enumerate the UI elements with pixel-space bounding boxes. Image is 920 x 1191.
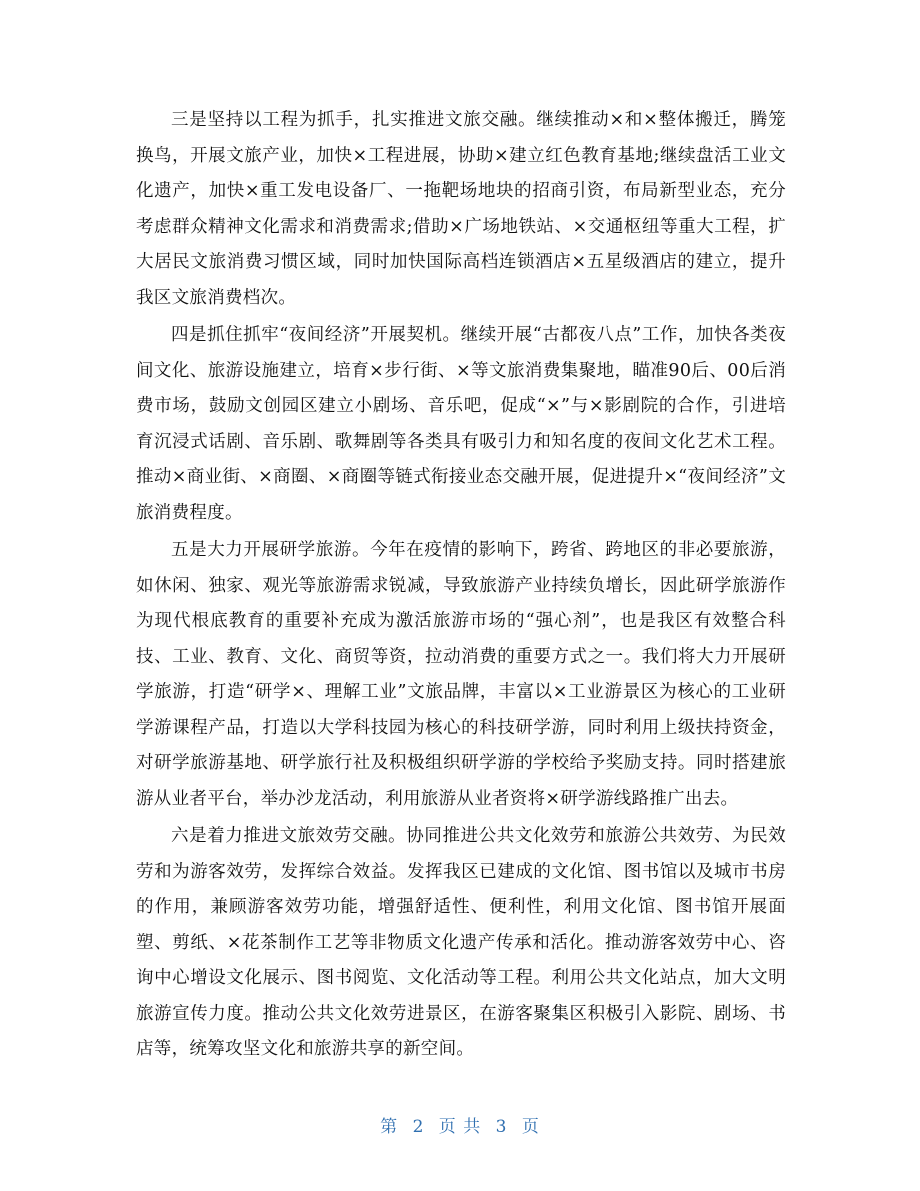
paragraph-six: 六是着力推进文旅效劳交融。协同推进公共文化效劳和旅游公共效劳、为民效劳和为游客效劳，发挥综合效益。发挥我区已建成的文化馆、图书馆以及城市书房的作用，兼顾游客效劳功能，增强舒适性、便利性，利用文化馆、图书馆开展面塑、剪纸、×花茶制作工艺等非物质文化遗产传承和活化。推动游客效劳中心、咨询中心增设文化展示、图书阅览、文化活动等工程。利用公共文化站点，加大文明旅游宣传力度。推动公共文化效劳进景区，在游客聚集区积极引入影院、剧场、书店等，统筹攻坚文化和旅游共享的新空间。	[136, 826, 786, 1059]
paragraph-four: 四是抓住抓牢“夜间经济”开展契机。继续开展“古都夜八点”工作，加快各类夜间文化、旅游设施建立，培育×步行街、×等文旅消费集聚地，瞄准90后、00后消费市场，鼓励文创园区建立小剧场、音乐吧，促成“×”与×影剧院的合作，引进培育沉浸式话剧、音乐剧、歌舞剧等各类具有吸引力和知名度的夜间文化艺术工程。推动×商业街、×商圈、×商圈等链式衔接业态交融开展，促进提升×“夜间经济”文旅消费程度。	[136, 325, 786, 523]
footer-prefix: 第	[380, 1117, 399, 1137]
page-footer	[0, 1112, 920, 1137]
paragraph-five: 五是大力开展研学旅游。今年在疫情的影响下，跨省、跨地区的非必要旅游，如休闲、独家、观光等旅游需求锐减，导致旅游产业持续负增长，因此研学旅游作为现代根底教育的重要补充成为激活旅游市场的“强心剂”，也是我区有效整合科技、工业、教育、文化、商贸等资，拉动消费的重要方式之一。我们将大力开展研学旅游，打造“研学×、理解工业”文旅品牌，丰富以×工业游景区为核心的工业研学游课程产品，打造以大学科技园为核心的科技研学游，同时利用上级扶持资金，对研学旅游基地、研学旅行社及积极组织研学游的学校给予奖励支持。同时搭建旅游从业者平台，举办沙龙活动，利用旅游从业者资将×研学游线路推广出去。	[136, 540, 786, 809]
footer-mid: 页 共	[438, 1117, 482, 1137]
paragraph-three: 三是坚持以工程为抓手，扎实推进文旅交融。继续推动×和×整体搬迁，腾笼换鸟，开展文旅产业，加快×工程进展，协助×建立红色教育基地;继续盘活工业文化遗产，加快×重工发电设备厂、一拖靶场地块的招商引资，布局新型业态，充分考虑群众精神文化需求和消费需求;借助×广场地铁站、×交通枢纽等重大工程，扩大居民文旅消费习惯区域，同时加快国际高档连锁酒店×五星级酒店的建立，提升我区文旅消费档次。	[136, 110, 786, 308]
footer-page-number: 2	[412, 1117, 425, 1137]
document-body	[136, 103, 786, 1070]
footer-total-pages: 3	[495, 1117, 508, 1137]
footer-suffix: 页	[521, 1117, 540, 1137]
